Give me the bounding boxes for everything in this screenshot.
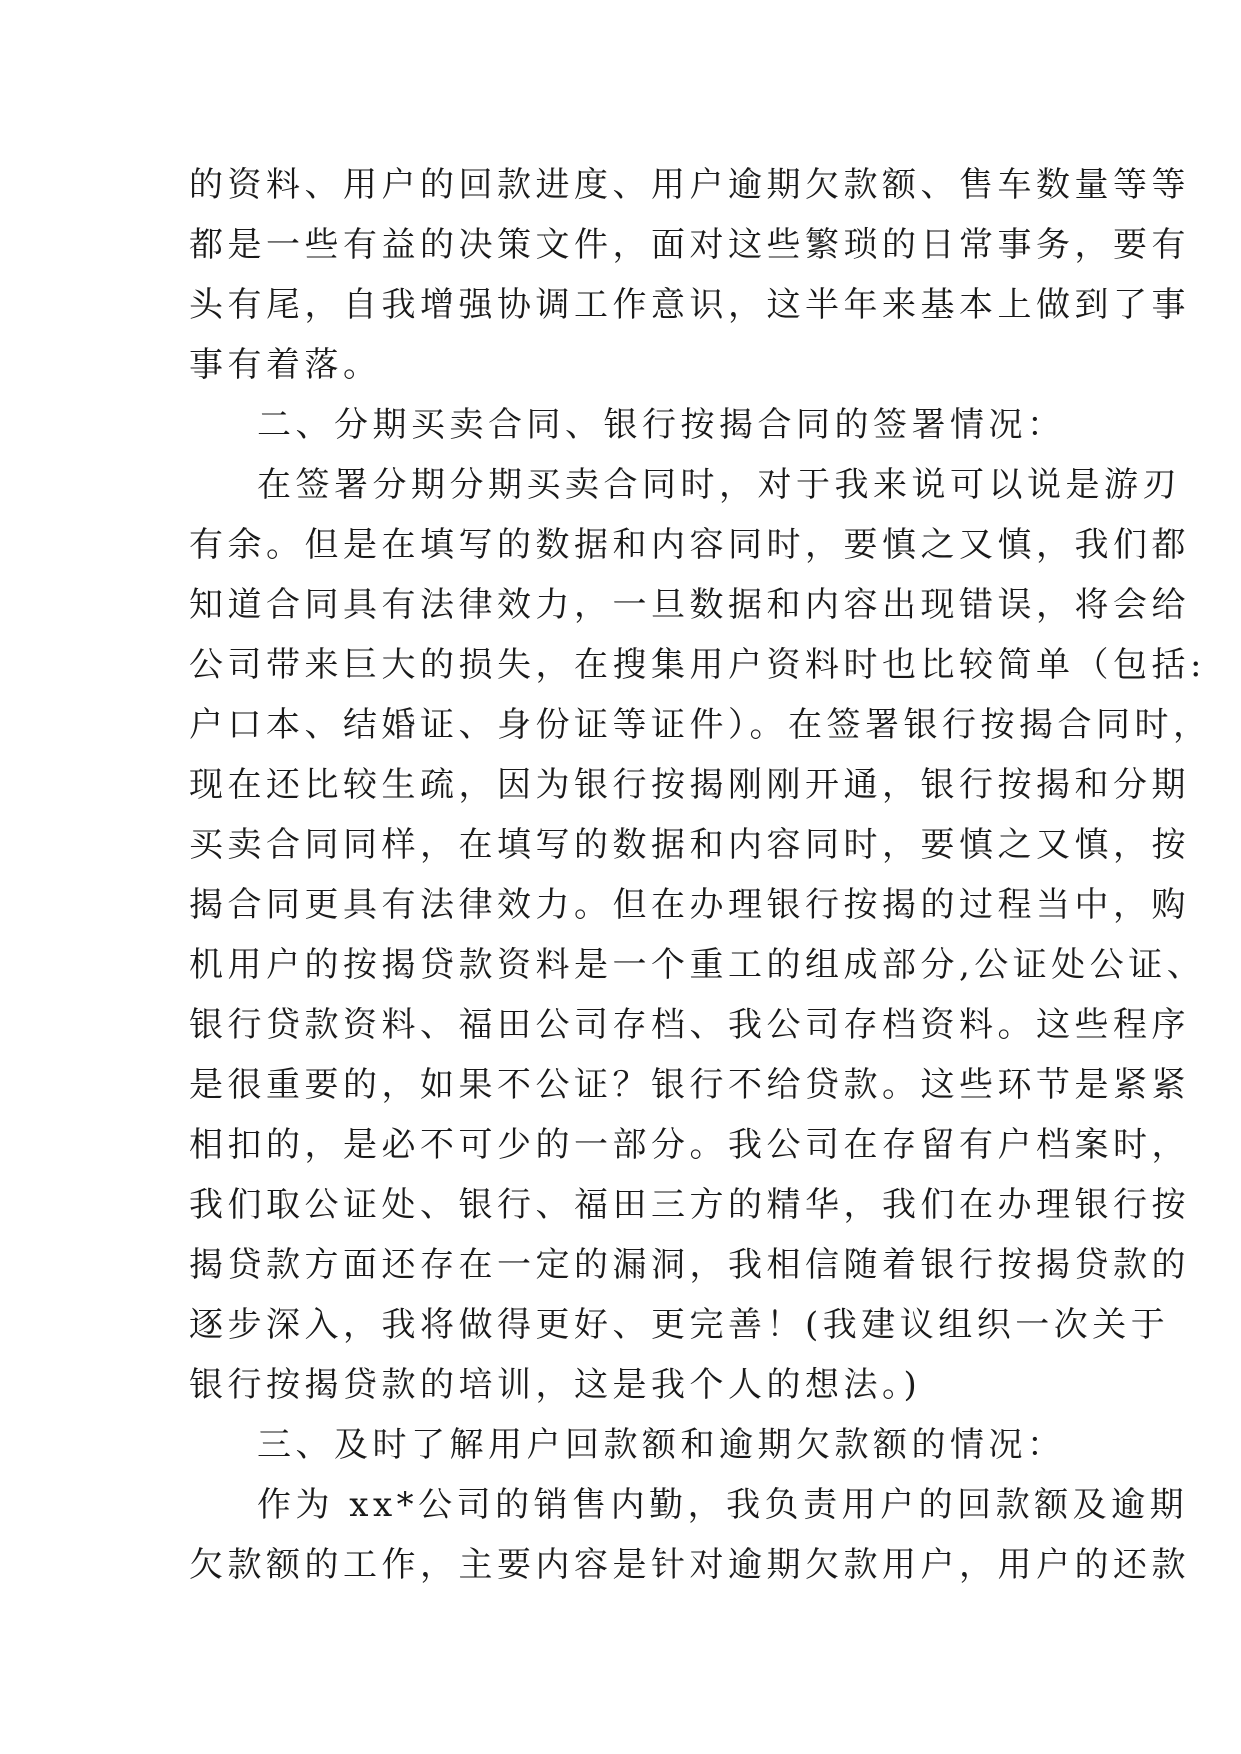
text-line: 现在还比较生疏，因为银行按揭刚刚开通，银行按揭和分期 bbox=[189, 765, 1190, 805]
text-line: 头有尾，自我增强协调工作意识，这半年来基本上做到了事 bbox=[189, 285, 1190, 325]
text-line: 有余。但是在填写的数据和内容同时，要慎之又慎，我们都 bbox=[189, 525, 1190, 565]
text-line: 买卖合同同样，在填写的数据和内容同时，要慎之又慎，按 bbox=[189, 825, 1190, 865]
text-line: 的资料、用户的回款进度、用户逾期欠款额、售车数量等等 bbox=[189, 165, 1190, 205]
text-line: 作为 xx*公司的销售内勤，我负责用户的回款额及逾期 bbox=[257, 1485, 1189, 1525]
text-line: 欠款额的工作，主要内容是针对逾期欠款用户，用户的还款 bbox=[189, 1545, 1190, 1585]
text-line: 揭合同更具有法律效力。但在办理银行按揭的过程当中，购 bbox=[189, 885, 1190, 925]
text-line: 知道合同具有法律效力，一旦数据和内容出现错误，将会给 bbox=[189, 585, 1190, 625]
text-line: 我们取公证处、银行、福田三方的精华，我们在办理银行按 bbox=[189, 1185, 1190, 1225]
text-line: 逐步深入，我将做得更好、更完善！(我建议组织一次关于 bbox=[189, 1305, 1170, 1345]
section-heading: 二、分期买卖合同、银行按揭合同的签署情况： bbox=[257, 405, 1066, 445]
text-line: 公司带来巨大的损失，在搜集用户资料时也比较简单（包括: bbox=[189, 645, 1206, 685]
text-line: 都是一些有益的决策文件，面对这些繁琐的日常事务，要有 bbox=[189, 225, 1190, 265]
text-line: 事有着落。 bbox=[189, 345, 382, 385]
text-line: 银行按揭贷款的培训，这是我个人的想法。) bbox=[189, 1365, 922, 1405]
text-line: 相扣的，是必不可少的一部分。我公司在存留有户档案时， bbox=[189, 1125, 1190, 1165]
text-line: 银行贷款资料、福田公司存档、我公司存档资料。这些程序 bbox=[189, 1005, 1190, 1045]
text-line: 在签署分期分期买卖合同时，对于我来说可以说是游刃 bbox=[257, 465, 1181, 505]
text-line: 揭贷款方面还存在一定的漏洞，我相信随着银行按揭贷款的 bbox=[189, 1245, 1190, 1285]
text-line: 机用户的按揭贷款资料是一个重工的组成部分,公证处公证、 bbox=[189, 945, 1206, 985]
text-line: 户口本、结婚证、身份证等证件）。在签署银行按揭合同时， bbox=[189, 705, 1212, 745]
document-body bbox=[189, 155, 1212, 1595]
text-line: 是很重要的，如果不公证？银行不给贷款。这些环节是紧紧 bbox=[189, 1065, 1190, 1105]
section-heading: 三、及时了解用户回款额和逾期欠款额的情况： bbox=[257, 1425, 1066, 1465]
